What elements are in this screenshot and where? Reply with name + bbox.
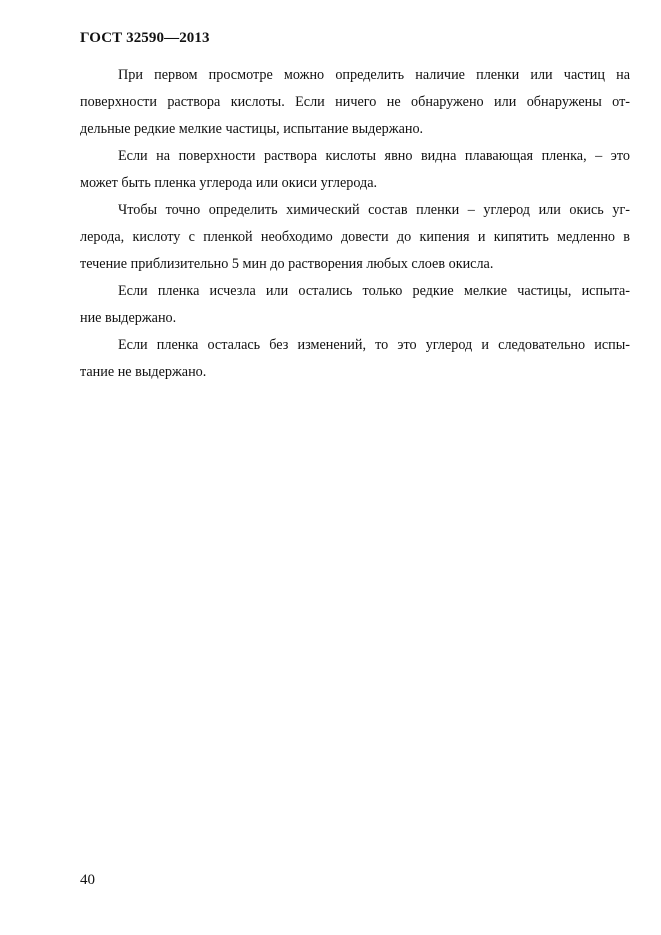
document-header: ГОСТ 32590—2013	[80, 30, 210, 46]
paragraph-1-line-2: поверхности раствора кислоты. Если ничего не обнаружено или обнаружены от-	[80, 94, 630, 110]
document-body	[80, 62, 630, 386]
paragraph-2-line-1: Если на поверхности раствора кислоты явно видна плавающая пленка, – это	[118, 148, 630, 164]
paragraph-5-line-2: тание не выдержано.	[80, 364, 207, 380]
paragraph-4-line-2: ние выдержано.	[80, 310, 177, 326]
paragraph-3-line-1: Чтобы точно определить химический состав пленки – углерод или окись уг-	[118, 202, 630, 218]
paragraph-3-line-2: лерода, кислоту с пленкой необходимо довести до кипения и кипятить медленно в	[80, 229, 630, 245]
paragraph-2-line-2: может быть пленка углерода или окиси углерода.	[80, 175, 378, 191]
paragraph-5-line-1: Если пленка осталась без изменений, то это углерод и следовательно испы-	[118, 337, 630, 353]
paragraph-1-line-1: При первом просмотре можно определить наличие пленки или частиц на	[118, 67, 630, 83]
paragraph-4-line-1: Если пленка исчезла или остались только редкие мелкие частицы, испыта-	[118, 283, 630, 299]
page-number: 40	[80, 872, 95, 888]
paragraph-1-line-3: дельные редкие мелкие частицы, испытание выдержано.	[80, 121, 424, 137]
paragraph-3-line-3: течение приблизительно 5 мин до растворения любых слоев окисла.	[80, 256, 494, 272]
